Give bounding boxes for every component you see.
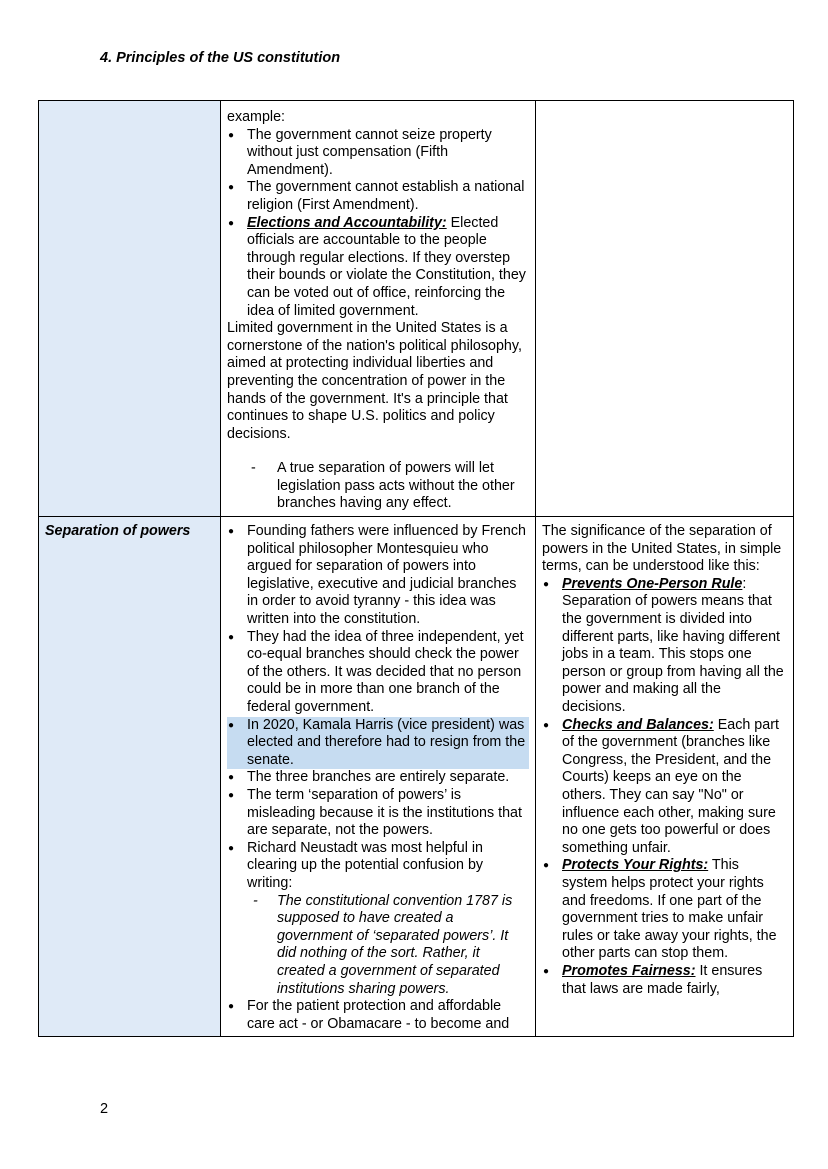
list-item: ● Founding fathers were influenced by French political philosopher Montesquieu who argued for separation of powers into legislative, executive and judicial branches in order to avoid tyranny - this idea was written into the constitution.: [227, 523, 529, 629]
dash-list: [227, 460, 529, 513]
list-item: ● The government cannot seize property without just compensation (Fifth Amendment).: [227, 127, 529, 180]
explanation-cell: [221, 517, 536, 1037]
lead-text: example:: [227, 109, 286, 125]
term-cell: [39, 517, 221, 1037]
dash-list: [247, 893, 529, 999]
bullet-list: [227, 523, 529, 1033]
list-item-text: ● Richard Neustadt was most helpful in clearing up the potential confusion by writing:: [247, 839, 484, 891]
list-item: [542, 857, 787, 963]
table-row: [39, 101, 794, 517]
list-item: ● For the patient protection and affordable care act - or Obamacare - to become and: [227, 998, 529, 1033]
bullet-list: [227, 127, 529, 321]
list-item-text: Each part of the government (branches like Congress, the President, and the Courts) keeps an eye on the others. They can say "No" or influence each other, making sure no one gets too powerful or does something unfair.: [562, 716, 779, 856]
term-cell: [39, 101, 221, 517]
key-term: Promotes Fairness:: [562, 962, 696, 979]
significance-cell: [536, 517, 794, 1037]
principles-table: [38, 100, 794, 1037]
list-item-text: Separation of powers means that the government is divided into different parts, like having different jobs in a team. This stops one person or group from having all the power and making all the decisions.: [562, 593, 784, 715]
list-item: ● They had the idea of three independent, yet co-equal branches should check the power of the others. It was decided that no person could be in more than one branch of the federal government.: [227, 629, 529, 717]
page-number: 2: [100, 1101, 109, 1117]
list-item: ● The three branches are entirely separate.: [227, 769, 529, 787]
summary-paragraph: Limited government in the United States is a cornerstone of the nation's political philosophy, aimed at protecting individual liberties and preventing the concentration of power in the hands of the government. It's a principle that continues to shape U.S. politics and policy decisions.: [227, 320, 522, 442]
neustadt-quote: - The constitutional convention 1787 is supposed to have created a government of ‘separated powers’. It did nothing of the sort. Rather, it created a government of separated institutions sharing powers.: [247, 893, 529, 999]
list-item-text: This system helps protect your rights and freedoms. If one part of the government tries to make unfair rules or take away your rights, the other parts can stop them.: [562, 857, 777, 962]
significance-cell: [536, 101, 794, 517]
key-term: Elections and Accountability:: [247, 214, 447, 231]
list-item-text: It ensures that laws are made fairly,: [562, 962, 763, 997]
key-term: Prevents One-Person Rule: [562, 575, 743, 592]
table-row: [39, 517, 794, 1037]
highlighted-list-item: ● In 2020, Kamala Harris (vice president) was elected and therefore had to resign from the senate.: [227, 717, 529, 770]
list-item-text: Elected officials are accountable to the people through regular elections. If they overstep their bounds or violate the Constitution, they can be voted out of office, reinforcing the idea of limited government.: [247, 214, 526, 319]
list-item: ● The term ‘separation of powers’ is misleading because it is the institutions that are separate, not the powers.: [227, 787, 529, 840]
key-term: Protects Your Rights:: [562, 857, 709, 874]
significance-list: [542, 576, 787, 998]
term-label: Separation of powers: [45, 523, 191, 540]
list-item: [542, 963, 787, 998]
dash-item: - A true separation of powers will let legislation pass acts without the other branches having any effect.: [227, 460, 529, 513]
list-item: [227, 840, 529, 998]
page-title: 4. Principles of the US constitution: [100, 50, 341, 66]
key-term: Checks and Balances:: [562, 716, 714, 733]
explanation-cell: [221, 101, 536, 517]
list-item: [227, 215, 529, 321]
list-item: [542, 717, 787, 858]
list-item: ● The government cannot establish a national religion (First Amendment).: [227, 179, 529, 214]
list-item: [542, 576, 787, 717]
list-item-sep: :: [742, 575, 747, 592]
significance-intro: The significance of the separation of powers in the United States, in simple terms, can be understood like this:: [542, 523, 782, 575]
